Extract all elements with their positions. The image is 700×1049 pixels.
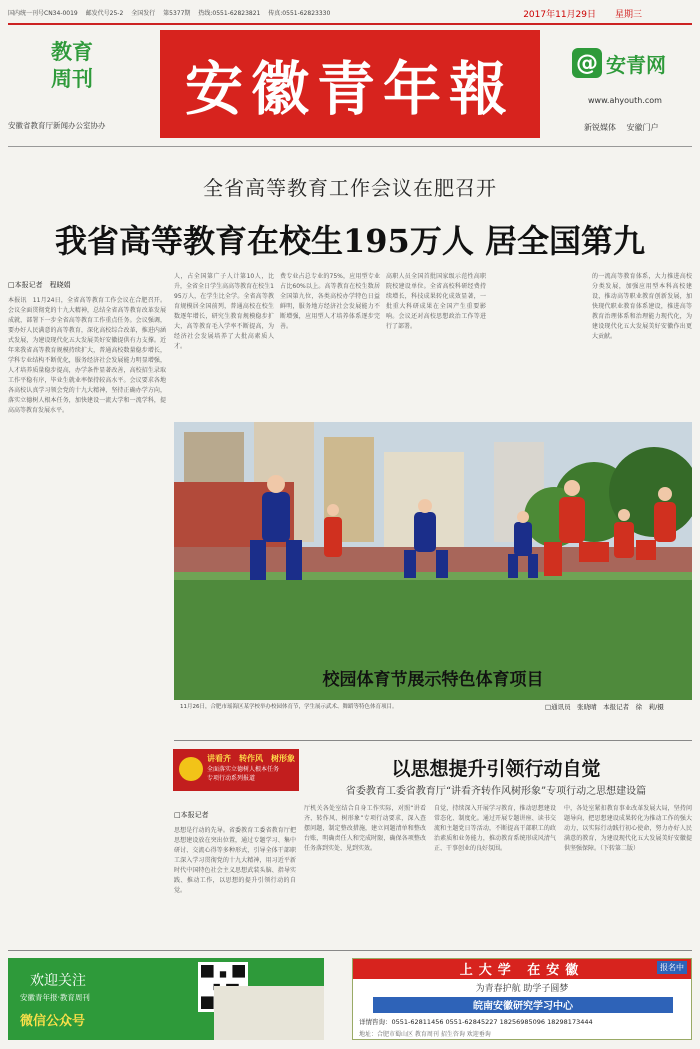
wechat-ad-line1: 欢迎关注 [30, 973, 86, 989]
lead-byline: □本报记者 程晓娟 [8, 281, 71, 289]
campaign-banner [173, 749, 299, 791]
story2-column-3: 自觉，持续深入开展学习教育，推动思想建设常态化、制度化。通过开展专题讲座、读书交流和主题党日等活动，不断提高干部职工的政治素质和业务能力，推动教育系统形成风清气正、干事创业的良好氛围。 [434, 805, 556, 852]
lead-column-2: 人，占全国第广子人计第10人，比升，全省全日学生高高等教育在校生195万人，在学生比全学。全省高等教育规模居全国前列，普通高校在校生数逐年增长，研究生教育规模稳步扩大，高等教育毛入学率不断提高，为经济社会发展培养了大批高素质人才。 [174, 273, 274, 350]
education-ad-contact: 详情咨询：0551-62811456 0551-62845227 18256985096 18298173444 [359, 1018, 593, 1026]
photo-credit: □通讯员 张晓晴 本报记者 徐 莉/摄 [545, 703, 664, 711]
issue-date: 2017年11月29日 [523, 10, 596, 20]
section-label-line1: 教育 [51, 39, 93, 64]
story2-headline: 以思想提升引领行动自觉 [391, 758, 601, 780]
wechat-ad-line3: 微信公众号 [20, 1014, 86, 1029]
education-ad[interactable] [352, 958, 692, 1040]
story2-subtitle: 省委教育工委省教育厅“讲看齐转作风树形象”专项行动之思想建设篇 [345, 786, 647, 797]
lead-column-3: 费专业占总专业的75%，应用型专业占比60%以上。高等教育在校生数居全国第九位，各类高校办学特色日益鲜明，服务地方经济社会发展能力不断增强，应用型人才培养体系逐步完善。 [280, 273, 380, 330]
story2-byline: □本报记者 [174, 811, 209, 819]
issn: 国内统一刊号CN34-0019 [8, 10, 78, 17]
banner-line3: 专项行动系列报道 [207, 775, 256, 782]
education-ad-subtitle: 为青春护航 助学子圆梦 [475, 984, 569, 994]
banner-line2: 全面落实立德树人根本任务 [207, 766, 280, 773]
section-label [32, 38, 112, 92]
postal-code: 邮发代号25-2 [85, 10, 124, 17]
brand-logo [572, 46, 692, 80]
lead-column-4: 高职人员全国首批国家级示范性高职院校建设单位。全省高校科研经费持续增长，科技成果转化成效显著，一批重大科研成果在全国产生重要影响。会议还对高校思想政治工作等进行了部署。 [386, 273, 486, 330]
wechat-ad[interactable] [8, 958, 324, 1040]
education-ad-badge: 报名中 [657, 961, 687, 974]
education-ad-center: 皖南安徽研究学习中心 [373, 997, 673, 1013]
fax: 传真:0551-62823330 [268, 10, 331, 17]
news-photo [174, 422, 692, 700]
open-book-icon [214, 986, 324, 1040]
education-ad-note: 地址：合肥市蜀山区 教育周刊 招生咨询 欢迎垂询 [359, 1031, 491, 1038]
brand-url[interactable]: www.ahyouth.com [588, 96, 662, 105]
masthead-divider [8, 146, 692, 147]
section-divider [174, 740, 692, 741]
lead-column-5: 的一流高等教育体系，大力推进高校分类发展，加强应用型本科高校建设，推动高等职业教育创新发展，加快现代职业教育体系建设，推进高等教育治理体系和治理能力现代化，为建设现代化五大发展美好安徽作出更大贡献。 [592, 273, 692, 340]
hotline: 热线:0551-62823821 [198, 10, 261, 17]
lead-headline: 我省高等教育在校生195万人 居全国第九 [55, 222, 645, 260]
distribution: 全国发行 [131, 10, 156, 17]
photo-description: 11月26日，合肥市瑶海区某学校举办校园体育节，学生展示武术、舞蹈等特色体育项目。 [180, 704, 398, 710]
brand-link-2: 安徽门户 [626, 123, 659, 132]
issue-number: 第5377期 [163, 10, 191, 17]
story2-column-2: 厅机关各处室结合自身工作实际，对照“讲看齐、转作风、树形象”专项行动要求，深入查摆问题，制定整改措施，建立问题清单和整改台账，明确责任人和完成时限，确保各项整改任务落到实处、见到实效。 [304, 805, 426, 852]
story2-column-1: 思想是行动的先导。省委教育工委省教育厅把思想建设放在突出位置，通过专题学习、集中研讨、交流心得等多种形式，引导全体干部职工深入学习贯彻党的十九大精神，用习近平新时代中国特色社会主义思想武装头脑、指导实践、推动工作，以思想的提升引领行动的自觉。 [174, 827, 296, 894]
top-info-bar [8, 8, 692, 22]
top-rule [8, 23, 692, 25]
education-ad-title: 上大学 在安徽 [353, 959, 691, 979]
lead-column-1: 本报讯 11月24日，全省高等教育工作会议在合肥召开。会议全面贯彻党的十九大精神，总结全省高等教育改革发展成就，部署下一步全省高等教育工作重点任务。会议强调，要办好人民满意的高等教育，深化高校综合改革，推进内涵式发展，为建设现代化五大发展美好安徽提供有力支撑。近年来我省高等教育规模持续扩大，普通高校数量稳步增长，学科专业结构不断优化，服务经济社会发展能力明显增强，人才培养质量稳步提高，办学条件显著改善，高校招生录取工作平稳有序，毕业生就业率保持较高水平。会议要求各地各高校认真学习领会党的十九大精神，坚持正确办学方向，落实立德树人根本任务，加快建设一流大学和一流学科，提高高等教育发展水平。 [8, 297, 166, 414]
lead-subtitle: 全省高等教育工作会议在肥召开 [203, 176, 497, 200]
brand-links [584, 122, 667, 133]
brand-name: 安青网 [606, 52, 666, 77]
organizer-note: 安徽省教育厅新闻办公室协办 [8, 121, 106, 130]
issue-weekday: 星期三 [614, 10, 642, 20]
at-sign-icon: @ [572, 48, 602, 78]
photo-caption: 校园体育节展示特色体育项目 [322, 670, 544, 690]
brand-link-1: 新锐媒体 [584, 123, 616, 132]
footer-divider [8, 950, 692, 951]
party-emblem-icon [179, 757, 203, 781]
wechat-ad-line2: 安徽青年报·教育周刊 [20, 993, 90, 1002]
section-label-line2: 周刊 [51, 66, 93, 91]
photo-illustration [174, 422, 692, 700]
story2-column-4: 中，各处室紧扣教育事业改革发展大局，坚持问题导向，把思想建设成果转化为推动工作的强大动力，以实际行动践行初心使命，努力办好人民满意的教育，为建设现代化五大发展美好安徽提供坚强保障。（下转第二版） [564, 805, 692, 852]
banner-line1: 讲看齐 转作风 树形象 [207, 754, 295, 763]
masthead-logo [160, 30, 540, 138]
masthead-title: 安徽青年報 [184, 55, 515, 123]
